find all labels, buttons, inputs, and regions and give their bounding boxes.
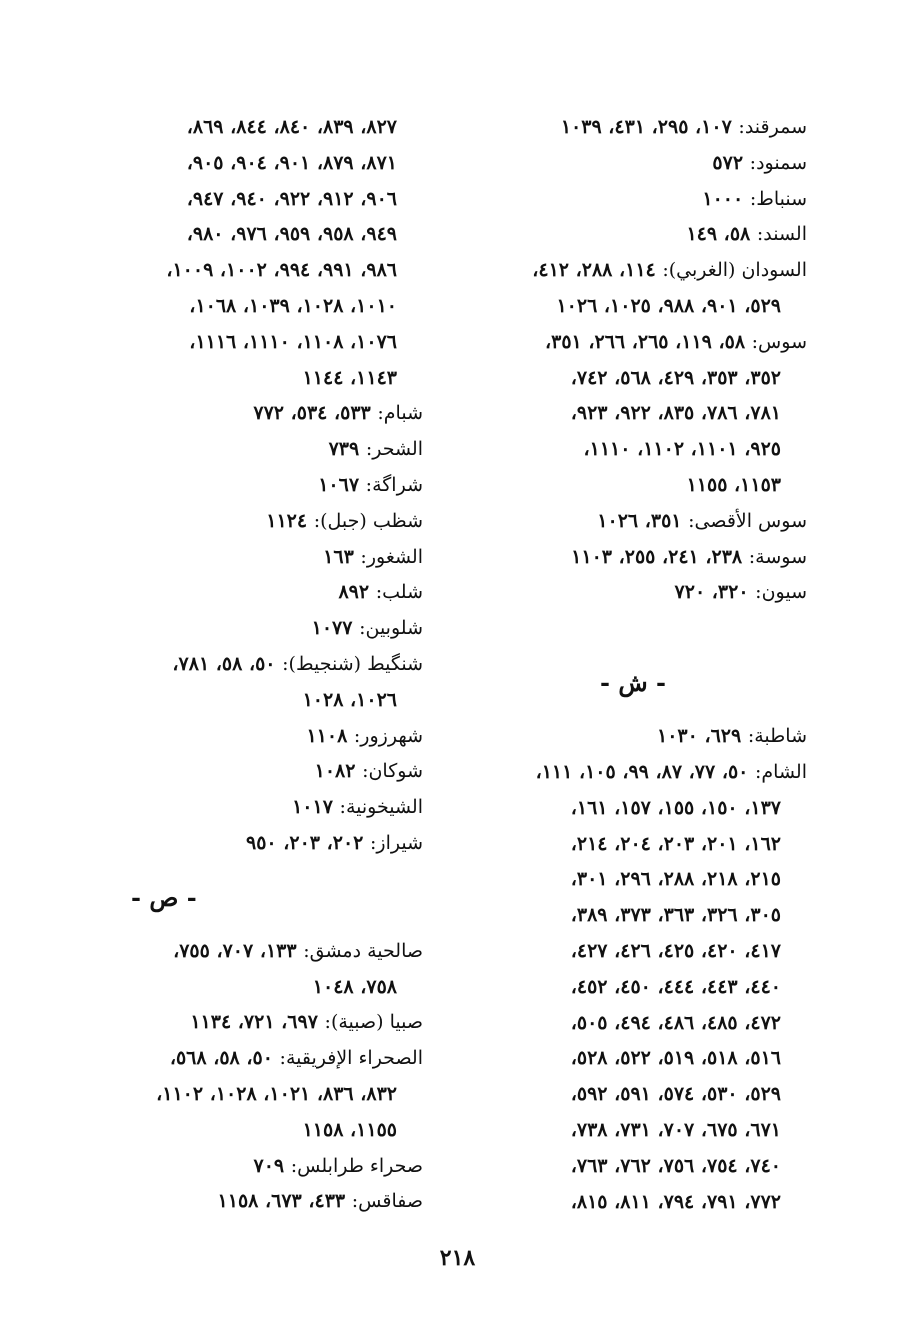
entry-term: سيون: bbox=[755, 581, 807, 604]
index-entry-continuation bbox=[459, 970, 807, 1006]
entry-page-numbers: ٥٠، ٥٨، ٥٦٨، bbox=[169, 1047, 273, 1070]
entry-term: سوس الأقصى: bbox=[688, 509, 807, 532]
entry-term: صالحية دمشق: bbox=[303, 939, 423, 962]
entry-page-numbers: ١٠٧، ٢٩٥، ٤٣١، ١٠٣٩ bbox=[560, 116, 732, 138]
entry-term: شهرزور: bbox=[353, 724, 423, 747]
entry-page-numbers: ١١٤، ٢٨٨، ٤١٢، bbox=[532, 259, 656, 282]
index-entry bbox=[71, 826, 423, 862]
entry-term: سنباط: bbox=[749, 187, 807, 210]
index-entry-continuation bbox=[459, 862, 807, 898]
entry-page-numbers: ١٣٣، ٧٠٧، ٧٥٥، bbox=[173, 939, 297, 962]
entry-page-numbers: ١١٥٥، ١١٥٨ bbox=[302, 1118, 397, 1141]
entry-page-numbers: ٩٤٩، ٩٥٨، ٩٥٩، ٩٧٦، ٩٨٠، bbox=[186, 223, 397, 246]
index-entry bbox=[71, 934, 423, 970]
entry-term: صفاقس: bbox=[351, 1190, 423, 1213]
entry-page-numbers: ١٠٢٦، ١٠٢٨ bbox=[302, 688, 397, 711]
entry-page-numbers: ٦٩٧، ٧٢١، ١١٣٤ bbox=[190, 1011, 318, 1034]
index-entry-continuation bbox=[71, 217, 423, 253]
entry-page-numbers: ٩٨٦، ٩٩١، ٩٩٤، ١٠٠٢، ١٠٠٩، bbox=[166, 259, 397, 282]
entry-page-numbers: ١٦٢، ٢٠١، ٢٠٣، ٢٠٤، ٢١٤، bbox=[570, 832, 781, 855]
entry-page-numbers: ٨٣٢، ٨٣٦، ١٠٢١، ١٠٢٨، ١١٠٢، bbox=[156, 1082, 397, 1105]
index-entry-continuation bbox=[459, 289, 807, 325]
index-entry-continuation bbox=[459, 432, 807, 468]
index-entry bbox=[71, 1184, 423, 1220]
entry-page-numbers: ١٣٧، ١٥٠، ١٥٥، ١٥٧، ١٦١، bbox=[570, 796, 781, 819]
index-entry bbox=[459, 110, 807, 146]
index-entry-continuation bbox=[71, 325, 423, 361]
entry-page-numbers: ٧٣٩ bbox=[328, 438, 360, 461]
index-entry bbox=[71, 790, 423, 826]
entry-page-numbers: ٨٢٧، ٨٣٩، ٨٤٠، ٨٤٤، ٨٦٩، bbox=[186, 116, 397, 138]
index-entry-continuation bbox=[71, 182, 423, 218]
entry-term: شلوبين: bbox=[359, 617, 423, 640]
entry-term: سوسة: bbox=[748, 545, 807, 568]
index-entry bbox=[459, 253, 807, 289]
index-entry bbox=[71, 647, 423, 683]
entries-seen bbox=[459, 110, 807, 611]
entries-sad bbox=[71, 934, 423, 1220]
index-entry-continuation bbox=[71, 253, 423, 289]
entry-term: شظب (جبل): bbox=[313, 509, 423, 532]
index-entry bbox=[459, 182, 807, 218]
section-heading-sheen: - ش - bbox=[600, 668, 666, 698]
entry-page-numbers: ١٠٧٦، ١١٠٨، ١١١٠، ١١١٦، bbox=[189, 330, 397, 353]
index-entry bbox=[459, 755, 807, 791]
entry-page-numbers: ٣٥١، ١٠٢٦ bbox=[597, 509, 682, 532]
entry-page-numbers: ١٠٨٢ bbox=[314, 760, 356, 783]
entry-page-numbers: ١٠٠٠ bbox=[702, 187, 744, 210]
page-number: ٢١٨ bbox=[439, 1245, 476, 1271]
index-entry-continuation bbox=[459, 1006, 807, 1042]
index-entry bbox=[459, 575, 807, 611]
entry-page-numbers: ١٠٦٧ bbox=[318, 473, 360, 496]
index-entry-continuation bbox=[71, 683, 423, 719]
entry-term: شبام: bbox=[377, 402, 423, 425]
index-entry-continuation bbox=[459, 361, 807, 397]
entry-term: شوكان: bbox=[362, 760, 423, 783]
index-entry-continuation bbox=[459, 898, 807, 934]
entry-page-numbers: ١١٥٣، ١١٥٥ bbox=[686, 473, 781, 496]
index-column-right bbox=[459, 110, 807, 1220]
entry-page-numbers: ٤٤٠، ٤٤٣، ٤٤٤، ٤٥٠، ٤٥٢، bbox=[570, 975, 781, 998]
entry-term: السودان (الغربي): bbox=[662, 259, 807, 282]
index-entry-continuation bbox=[459, 468, 807, 504]
index-entry bbox=[459, 217, 807, 253]
entry-page-numbers: ١٠٧٧ bbox=[311, 617, 353, 640]
index-entry bbox=[459, 325, 807, 361]
entry-page-numbers: ٥٧٢ bbox=[712, 151, 744, 174]
entry-term: سمنود: bbox=[749, 151, 807, 174]
entry-page-numbers: ٦٧١، ٦٧٥، ٧٠٧، ٧٣١، ٧٣٨، bbox=[570, 1118, 781, 1141]
entry-page-numbers: ٥٨، ١١٩، ٢٦٥، ٢٦٦، ٣٥١، bbox=[544, 330, 746, 353]
entry-term: صحراء طرابلس: bbox=[290, 1154, 423, 1177]
entry-page-numbers: ٣٠٥، ٣٢٦، ٣٦٣، ٣٧٣، ٣٨٩، bbox=[570, 904, 781, 927]
index-entry bbox=[71, 432, 423, 468]
entry-page-numbers: ٥٠، ٥٨، ٧٨١، bbox=[172, 652, 276, 675]
index-entry bbox=[71, 1005, 423, 1041]
entry-page-numbers: ٣٢٠، ٧٢٠ bbox=[674, 581, 749, 604]
entry-page-numbers: ٦٢٩، ١٠٣٠ bbox=[657, 725, 742, 748]
index-entry bbox=[71, 575, 423, 611]
index-entry-continuation bbox=[71, 1077, 423, 1113]
entry-term: الصحراء الإفريقية: bbox=[279, 1047, 423, 1070]
entry-term: السند: bbox=[756, 223, 807, 246]
entry-term: شلب: bbox=[375, 581, 423, 604]
index-entry-continuation bbox=[71, 1113, 423, 1149]
entry-page-numbers: ٧٨١، ٧٨٦، ٨٣٥، ٩٢٢، ٩٢٣، bbox=[570, 402, 781, 425]
entry-page-numbers: ١١٠٨ bbox=[306, 724, 348, 747]
entry-term: شنگيط (شنجيط): bbox=[282, 652, 423, 675]
entries-sheen-continued bbox=[71, 110, 423, 862]
entry-term: الشام: bbox=[755, 760, 807, 783]
entry-page-numbers: ٥٨، ١٤٩ bbox=[686, 223, 751, 246]
entry-page-numbers: ٥٢٩، ٩٠١، ٩٨٨، ١٠٢٥، ١٠٢٦ bbox=[556, 294, 781, 317]
entry-page-numbers: ٤٧٢، ٤٨٥، ٤٨٦، ٤٩٤، ٥٠٥، bbox=[570, 1011, 781, 1034]
index-entry-continuation bbox=[459, 1149, 807, 1185]
entry-page-numbers: ٥٠، ٧٧، ٨٧، ٩٩، ١٠٥، ١١١، bbox=[535, 760, 749, 783]
entry-term: سوس: bbox=[751, 330, 807, 353]
index-entry bbox=[71, 754, 423, 790]
index-entry-continuation bbox=[459, 934, 807, 970]
index-entry-continuation bbox=[71, 361, 423, 397]
entry-page-numbers: ١١٤٣، ١١٤٤ bbox=[302, 366, 397, 389]
index-entry bbox=[71, 504, 423, 540]
entries-sheen bbox=[459, 719, 807, 1220]
entry-page-numbers: ٢٠٢، ٢٠٣، ٩٥٠ bbox=[246, 831, 364, 854]
index-entry-continuation bbox=[71, 110, 423, 146]
index-entry bbox=[71, 719, 423, 755]
entry-page-numbers: ٢٣٨، ٢٤١، ٢٥٥، ١١٠٣ bbox=[571, 545, 743, 568]
entry-term: صبيا (صبية): bbox=[324, 1011, 423, 1034]
entry-term: سمرقند: bbox=[738, 116, 807, 138]
entry-page-numbers: ٧٠٩ bbox=[253, 1154, 285, 1177]
entry-page-numbers: ٥٣٣، ٥٣٤، ٧٧٢ bbox=[253, 402, 371, 425]
entry-page-numbers: ١٠١٧ bbox=[292, 796, 333, 819]
index-entry-continuation bbox=[459, 396, 807, 432]
entry-page-numbers: ٣٥٢، ٣٥٣، ٤٢٩، ٥٦٨، ٧٤٢، bbox=[570, 366, 781, 389]
entry-page-numbers: ١١٢٤ bbox=[266, 509, 308, 532]
entry-page-numbers: ٧٥٨، ١٠٤٨ bbox=[312, 975, 397, 998]
entry-page-numbers: ٢١٥، ٢١٨، ٢٨٨، ٢٩٦، ٣٠١، bbox=[570, 868, 781, 891]
entry-page-numbers: ١٠١٠، ١٠٢٨، ١٠٣٩، ١٠٦٨، bbox=[189, 294, 397, 317]
index-entry bbox=[459, 146, 807, 182]
entry-term: شراگة: bbox=[365, 473, 423, 496]
index-entry-continuation bbox=[71, 146, 423, 182]
entry-term: الشغور: bbox=[360, 545, 423, 568]
index-entry bbox=[71, 611, 423, 647]
section-heading-sad: - ص - bbox=[131, 882, 197, 912]
index-entry-continuation bbox=[459, 1077, 807, 1113]
index-column-left bbox=[71, 110, 423, 1220]
index-entry bbox=[459, 719, 807, 755]
entry-page-numbers: ٨٩٢ bbox=[338, 581, 370, 604]
entry-page-numbers: ٨٧١، ٨٧٩، ٩٠١، ٩٠٤، ٩٠٥، bbox=[186, 151, 397, 174]
index-entry-continuation bbox=[459, 791, 807, 827]
index-entry bbox=[71, 1149, 423, 1185]
index-entry bbox=[71, 468, 423, 504]
index-entry-continuation bbox=[459, 827, 807, 863]
entry-page-numbers: ٩٠٦، ٩١٢، ٩٢٢، ٩٤٠، ٩٤٧، bbox=[186, 187, 397, 210]
index-entry bbox=[459, 504, 807, 540]
index-entry bbox=[71, 1041, 423, 1077]
entry-term: الشحر: bbox=[365, 438, 423, 461]
index-entry bbox=[459, 540, 807, 576]
entry-page-numbers: ٤٣٣، ٦٧٣، ١١٥٨ bbox=[217, 1190, 346, 1213]
entry-page-numbers: ٥١٦، ٥١٨، ٥١٩، ٥٢٢، ٥٢٨، bbox=[570, 1047, 781, 1070]
index-entry-continuation bbox=[71, 289, 423, 325]
entry-term: شيراز: bbox=[370, 831, 423, 854]
index-entry bbox=[71, 396, 423, 432]
entry-term: الشيخونية: bbox=[339, 796, 423, 819]
index-entry-continuation bbox=[71, 970, 423, 1006]
entry-page-numbers: ٧٤٠، ٧٥٤، ٧٥٦، ٧٦٢، ٧٦٣، bbox=[570, 1154, 781, 1177]
index-entry-continuation bbox=[459, 1041, 807, 1077]
entry-term: شاطبة: bbox=[747, 725, 807, 748]
index-entry-continuation bbox=[459, 1185, 807, 1221]
entry-page-numbers: ٥٢٩، ٥٣٠، ٥٧٤، ٥٩١، ٥٩٢، bbox=[570, 1083, 781, 1106]
index-entry-continuation bbox=[459, 1113, 807, 1149]
entry-page-numbers: ١٦٣ bbox=[323, 545, 354, 568]
entry-page-numbers: ٤١٧، ٤٢٠، ٤٢٥، ٤٢٦، ٤٢٧، bbox=[570, 939, 781, 962]
entry-page-numbers: ٩٢٥، ١١٠١، ١١٠٢، ١١١٠، bbox=[583, 438, 781, 461]
index-entry bbox=[71, 540, 423, 576]
entry-page-numbers: ٧٧٢، ٧٩١، ٧٩٤، ٨١١، ٨١٥، bbox=[570, 1190, 781, 1213]
